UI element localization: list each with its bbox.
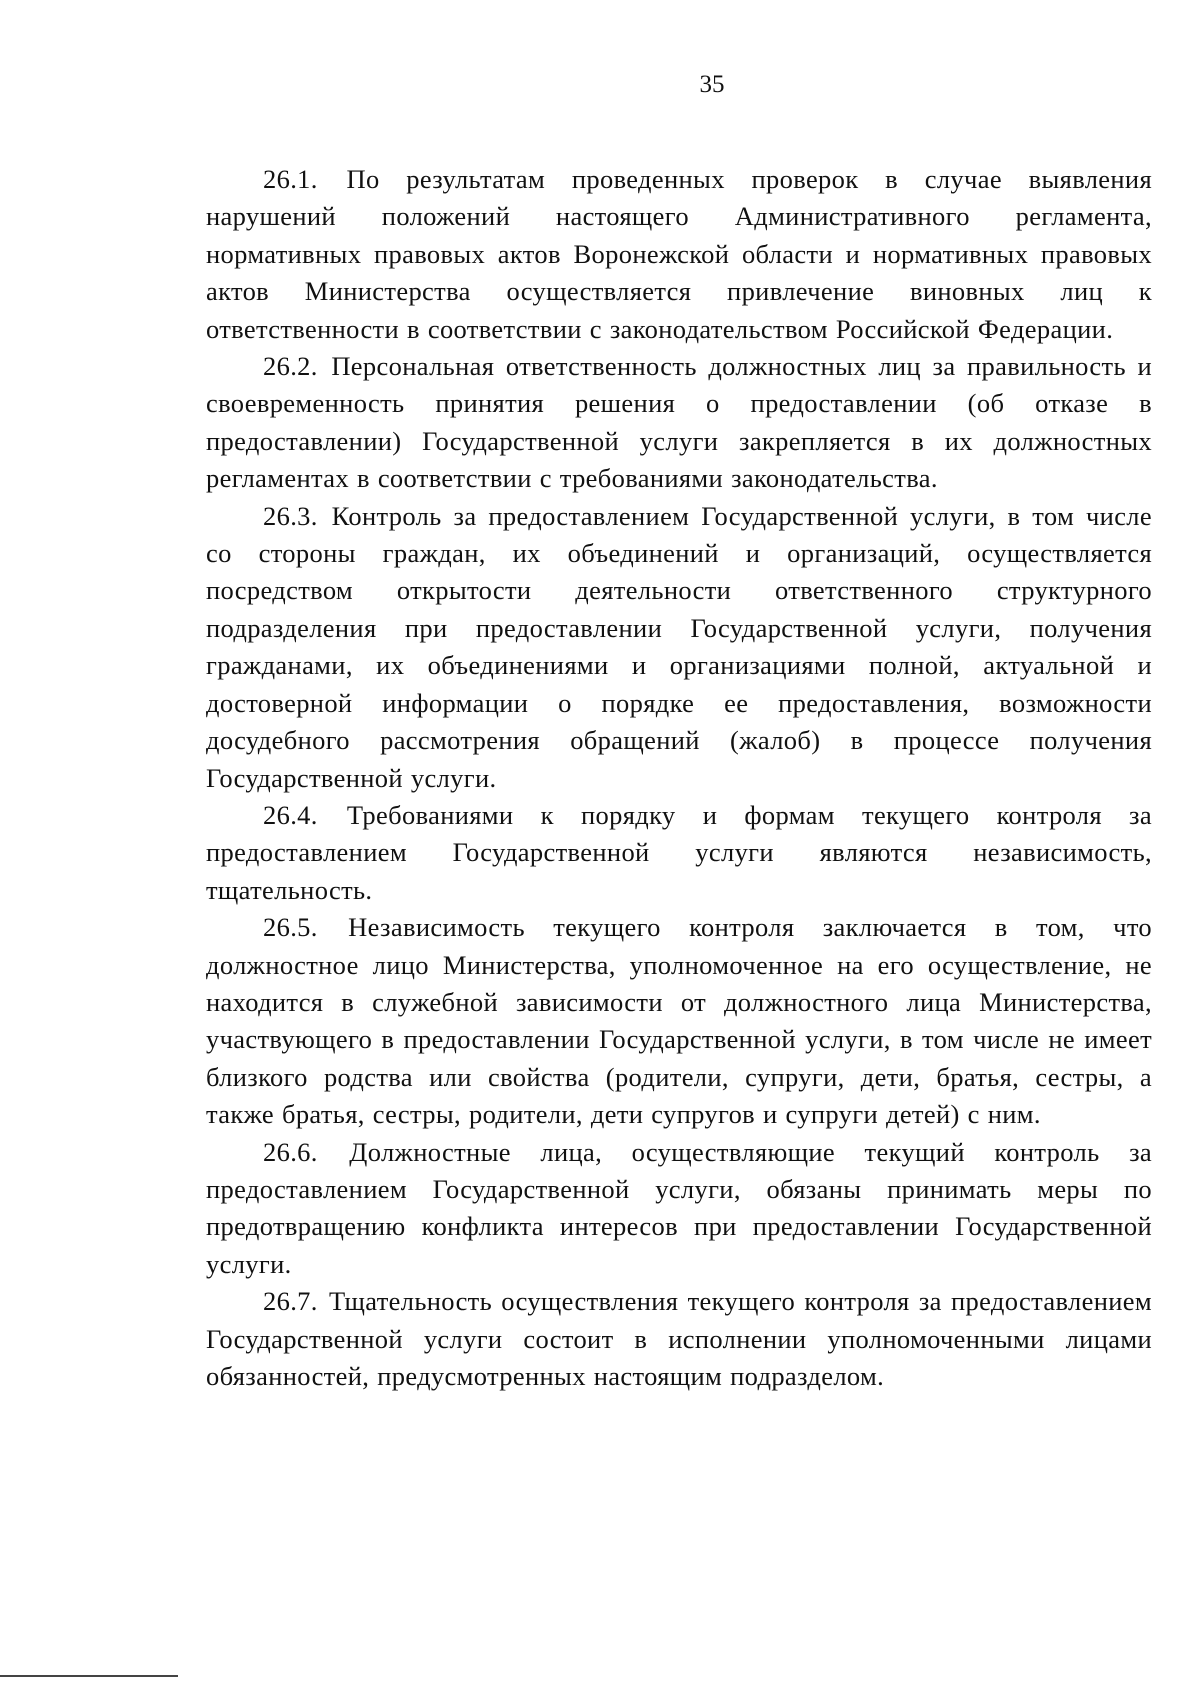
paragraph-26-6 [206,1134,1152,1284]
paragraph-26-3 [206,498,1152,797]
paragraph-text: Контроль за предоставлением Государственной услуги, в том числе со стороны граждан, их объединений и организаций, осуществляется посредством открытости деятельности ответственного структурного подразделения при предоставлении Государственной услуги, получения гражданами, их объединениями и организациями полной, актуальной и достоверной информации о порядке ее предоставления, возможности досудебного рассмотрения обращений (жалоб) в процессе получения Государственной услуги. [206,500,1152,793]
paragraph-number: 26.4. [263,799,318,830]
document-body [206,161,1152,1395]
paragraph-number: 26.3. [263,500,318,531]
paragraph-number: 26.1. [263,164,318,194]
paragraph-number: 26.2. [263,351,318,382]
paragraph-text: Тщательность осуществления текущего контроля за предоставлением Государственной услуги состоит в исполнении уполномоченными лицами обязанностей, предусмотренных настоящим подразделом. [206,1286,1152,1391]
paragraph-text: Персональная ответственность должностных лиц за правильность и своевременность принятия решения о предоставлении (об отказе в предоставлении) Государственной услуги закрепляется в их должностных регламентах в соответствии с требованиями законодательства. [206,351,1152,494]
paragraph-26-2 [206,348,1152,498]
footer-divider-line [0,1675,178,1677]
paragraph-26-7 [206,1283,1152,1395]
paragraph-text: Требованиями к порядку и формам текущего контроля за предоставлением Государственной услуги являются независимость, тщательность. [206,799,1152,905]
paragraph-text: Должностные лица, осуществляющие текущий контроль за предоставлением Государственной услуги, обязаны принимать меры по предотвращению конфликта интересов при предоставлении Государственной услуги. [206,1136,1152,1279]
paragraph-number: 26.5. [263,912,318,943]
paragraph-text: По результатам проведенных проверок в случае выявления нарушений положений настоящего Административного регламента, нормативных правовых актов Воронежской области и нормативных правовых актов Министерства осуществляется привлечение виновных лиц к ответственности в соответствии с законодательством Российской Федерации. [206,164,1152,344]
paragraph-26-5 [206,909,1152,1133]
paragraph-number: 26.6. [263,1136,318,1167]
paragraph-26-4 [206,797,1152,909]
paragraph-number: 26.7. [263,1286,318,1317]
paragraph-26-1 [206,161,1152,348]
paragraph-text: Независимость текущего контроля заключается в том, что должностное лицо Министерства, уполномоченное на его осуществление, не находится в служебной зависимости от должностного лица Министерства, участвующего в предоставлении Государственной услуги, в том числе не имеет близкого родства или свойства (родители, супруги, дети, братья, сестры, а также братья, сестры, родители, дети супругов и супруги детей) с ним. [206,912,1152,1130]
page-number: 35 [699,71,725,98]
